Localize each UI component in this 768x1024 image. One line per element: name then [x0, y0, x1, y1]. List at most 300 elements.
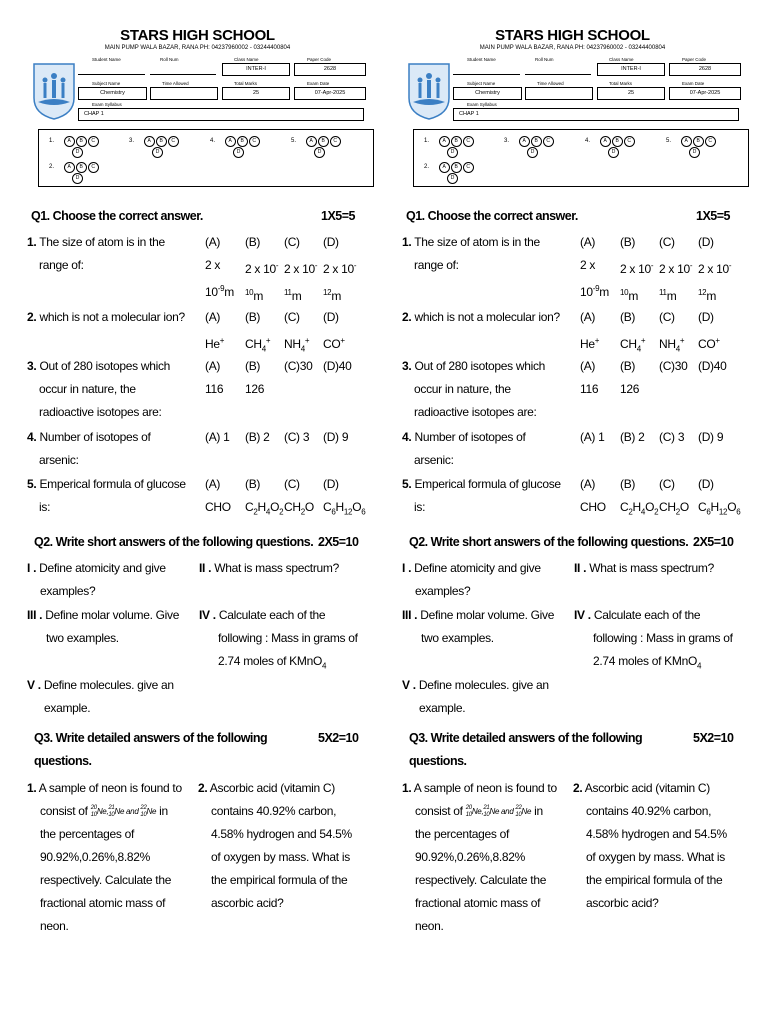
item-text: neon. — [415, 919, 444, 934]
q1-item-2 — [27, 306, 202, 329]
option-label: (D) — [323, 477, 339, 491]
item-text: 2.74 moles of KMnO — [218, 654, 322, 668]
item-number: 3. — [27, 359, 37, 373]
total-marks-field[interactable]: 25 — [597, 87, 665, 100]
q1-item-3 — [27, 355, 202, 424]
q1-item-3 — [402, 355, 577, 424]
option-text: - — [275, 261, 279, 270]
option-text: - — [353, 261, 357, 270]
bubble-row-3 — [129, 136, 180, 158]
bubble-a[interactable]: A — [519, 136, 530, 147]
option-text: - — [650, 261, 654, 270]
option-text: CH — [620, 337, 637, 351]
item-text: contains 40.92% carbon, — [211, 804, 337, 818]
option-label: (C) — [659, 477, 675, 491]
option-label: (B) — [245, 310, 261, 324]
q1-item-1 — [402, 231, 577, 277]
option-text: - — [689, 261, 693, 270]
bubble-d[interactable]: D — [152, 147, 163, 158]
q3-item-1 — [27, 777, 207, 938]
option-text: H — [632, 500, 641, 514]
option-text: C — [620, 500, 629, 514]
bubble-b[interactable]: B — [612, 136, 623, 147]
option-label: (A) — [580, 359, 596, 373]
option-text: CO — [698, 337, 716, 351]
subject-name-field[interactable]: Chemistry — [78, 87, 147, 100]
q1-4-option-a — [205, 426, 230, 449]
option-text: 10 — [620, 288, 629, 297]
bubble-number: 1. — [49, 138, 55, 144]
item-text: occur in nature, the — [414, 382, 511, 396]
bubble-d[interactable]: D — [72, 147, 83, 158]
class-name-field[interactable]: INTER-I — [597, 63, 665, 76]
option-text: 116 — [580, 382, 599, 396]
option-label: (C) — [659, 359, 675, 373]
option-text: + — [304, 336, 310, 345]
item-text: 4.58% hydrogen and 54.5% — [586, 827, 727, 841]
time-allowed-label: Time Allowed — [162, 81, 189, 86]
q1-5-option-d — [323, 473, 365, 523]
option-text: m — [628, 289, 639, 303]
class-name-field[interactable]: INTER-I — [222, 63, 290, 76]
item-text: of oxygen by mass. What is — [211, 850, 350, 864]
bubble-c[interactable]: C — [88, 136, 99, 147]
subject-name-field[interactable]: Chemistry — [453, 87, 522, 100]
item-text: Ascorbic acid (vitamin C) — [584, 781, 710, 795]
option-text: O — [270, 500, 280, 514]
option-text: C — [245, 500, 254, 514]
item-text: arsenic: — [414, 453, 454, 467]
option-text: + — [715, 336, 720, 345]
option-label: (B) — [245, 359, 261, 373]
option-label: (C) — [284, 235, 300, 249]
option-label: (D) — [323, 359, 339, 373]
q2-item-1 — [27, 557, 212, 603]
option-text: 12 — [323, 288, 332, 297]
bubble-c[interactable]: C — [463, 136, 474, 147]
total-marks-label: Total Marks — [234, 81, 258, 86]
item-text: which is not a molecular ion? — [414, 310, 560, 324]
time-allowed-field[interactable] — [525, 87, 593, 100]
item-text: ascorbic acid? — [211, 896, 284, 910]
bubble-c[interactable]: C — [330, 136, 341, 147]
item-number: III . — [402, 608, 418, 622]
q1-item-4 — [27, 426, 202, 472]
q1-1-option-a — [580, 231, 620, 304]
student-name-label: Student Name — [467, 57, 496, 62]
item-number: 5. — [27, 477, 37, 491]
option-text: 9 — [716, 430, 724, 444]
bubble-row-1 — [424, 136, 475, 158]
q1-3-option-b — [620, 355, 639, 401]
bubble-b[interactable]: B — [693, 136, 704, 147]
option-text: 2 x 10 — [698, 262, 729, 276]
item-text: the empirical formula of the — [211, 873, 348, 887]
bubble-row-2 — [424, 162, 475, 184]
option-text: 11 — [659, 288, 667, 297]
q1-5-option-a — [205, 473, 231, 519]
school-name: STARS HIGH SCHOOL — [495, 27, 650, 44]
bubble-c[interactable]: C — [463, 162, 474, 173]
bubble-d[interactable]: D — [233, 147, 244, 158]
roll-num-field[interactable] — [150, 63, 216, 75]
option-text: 3 — [302, 430, 310, 444]
total-marks-label: Total Marks — [609, 81, 633, 86]
option-label: (A) — [580, 430, 596, 444]
q1-1-option-d — [698, 231, 743, 308]
exam-date-label: Exam Date — [682, 81, 705, 86]
option-text: 12 — [698, 288, 707, 297]
item-text: Ascorbic acid (vitamin C) — [209, 781, 335, 795]
option-label: (A) — [205, 310, 221, 324]
q1-2-option-b — [245, 306, 270, 360]
q1-1-option-c — [659, 231, 699, 308]
bubble-d[interactable]: D — [608, 147, 619, 158]
bubble-row-4 — [210, 136, 261, 158]
q3-title-cont: questions. — [34, 754, 92, 768]
option-text: + — [679, 336, 685, 345]
item-number: 1. — [27, 781, 37, 795]
q1-3-option-a — [580, 355, 598, 401]
isotope-symbol: Ne and — [489, 807, 514, 817]
item-text: is: — [414, 500, 426, 514]
exam-syllabus-field[interactable]: CHAP 1 — [78, 108, 364, 121]
item-number: 2. — [198, 781, 208, 795]
option-text: 2 x 10 — [620, 262, 651, 276]
q1-marks: 1X5=5 — [321, 209, 355, 223]
option-text: 6 — [331, 507, 336, 517]
item-text: fractional atomic mass of — [415, 896, 541, 911]
q1-4-option-b — [620, 426, 645, 449]
option-label: (A) — [205, 359, 221, 373]
q1-1-option-c — [284, 231, 324, 308]
exam-date-label: Exam Date — [307, 81, 330, 86]
item-text: A sample of neon is found to — [38, 781, 182, 795]
item-text: Number of isotopes of — [39, 430, 151, 444]
isotope-symbol: Ne — [146, 807, 157, 817]
exam-date-field[interactable]: 07-Apr-2025 — [669, 87, 741, 100]
item-text: the percentages of — [415, 827, 510, 842]
option-text: + — [340, 336, 345, 345]
item-number: 2. — [573, 781, 583, 795]
option-text: 4 — [636, 344, 641, 354]
bubble-number: 2. — [424, 164, 430, 170]
bubble-a[interactable]: A — [225, 136, 236, 147]
q1-1-option-b — [620, 231, 660, 308]
q2-title: Q2. Write short answers of the following questions. — [34, 535, 314, 549]
isotope-mass: 20 — [465, 805, 472, 812]
bubble-b[interactable]: B — [531, 136, 542, 147]
isotope-number: 10 — [90, 812, 97, 819]
option-text: H — [257, 500, 266, 514]
exam-syllabus-field[interactable]: CHAP 1 — [453, 108, 739, 121]
item-text: Define molar volume. Give — [45, 608, 180, 622]
option-text: -9 — [592, 284, 600, 293]
option-text: C — [323, 500, 332, 514]
option-label: (D) — [323, 235, 339, 249]
paper-code-label: Paper Code — [307, 57, 332, 62]
item-text: radioactive isotopes are: — [39, 405, 162, 419]
bubble-a[interactable]: A — [439, 162, 450, 173]
option-text: m — [599, 285, 609, 299]
bubble-a[interactable]: A — [439, 136, 450, 147]
q1-marks: 1X5=5 — [696, 209, 730, 223]
q2-item-2 — [199, 557, 379, 580]
option-label: (C) — [284, 477, 300, 491]
option-text: 2 x — [580, 258, 596, 272]
item-text: contains 40.92% carbon, — [586, 804, 712, 818]
option-text: 116 — [205, 382, 224, 396]
option-text: H — [335, 500, 344, 514]
bubble-d[interactable]: D — [689, 147, 700, 158]
option-label: (A) — [580, 477, 596, 491]
bubble-row-1 — [49, 136, 100, 158]
bubble-c[interactable]: C — [705, 136, 716, 147]
q1-item-5 — [402, 473, 577, 519]
item-text: The size of atom is in the — [414, 235, 540, 249]
item-text: in — [534, 804, 543, 818]
option-text: 1 — [598, 430, 605, 444]
option-text: 126 — [245, 382, 265, 396]
item-text: ascorbic acid? — [586, 896, 659, 910]
bubble-d[interactable]: D — [527, 147, 538, 158]
bubble-b[interactable]: B — [451, 162, 462, 173]
q3-title: Q3. Write detailed answers of the following — [34, 731, 268, 745]
bubble-a[interactable]: A — [681, 136, 692, 147]
roll-num-field[interactable] — [525, 63, 591, 75]
option-text: 6 — [736, 507, 741, 517]
item-text: 4.58% hydrogen and 54.5% — [211, 827, 352, 841]
bubble-b[interactable]: B — [318, 136, 329, 147]
exam-paper-left — [10, 0, 385, 1024]
school-logo-icon — [32, 62, 76, 120]
bubble-d[interactable]: D — [72, 173, 83, 184]
bubble-b[interactable]: B — [76, 162, 87, 173]
item-number: 4. — [402, 430, 412, 444]
item-text: examples? — [415, 584, 471, 598]
q2-item-5 — [402, 674, 587, 720]
q1-item-5 — [27, 473, 202, 519]
isotope-mass: 20 — [90, 805, 97, 812]
bubble-c[interactable]: C — [543, 136, 554, 147]
bubble-b[interactable]: B — [76, 136, 87, 147]
q1-5-option-c — [284, 473, 314, 523]
item-text: the empirical formula of the — [586, 873, 723, 887]
option-text: 4 — [675, 344, 680, 354]
item-text: Calculate each of the — [218, 608, 326, 622]
q1-5-option-c — [659, 473, 689, 523]
item-text: 4 — [321, 661, 327, 671]
option-text: CH — [659, 500, 676, 514]
q1-3-option-c — [659, 355, 688, 378]
option-text: 4 — [300, 344, 305, 354]
item-text: consist of — [415, 804, 463, 818]
option-label: (D) — [698, 235, 714, 249]
option-text: + — [219, 336, 225, 345]
option-label: (A) — [205, 477, 221, 491]
item-text: range of: — [39, 258, 84, 272]
option-label: (D) — [323, 430, 339, 444]
bubble-a[interactable]: A — [600, 136, 611, 147]
item-text: What is mass spectrum? — [589, 561, 714, 575]
option-text: 6 — [361, 507, 366, 517]
bubble-c[interactable]: C — [624, 136, 635, 147]
q1-2-option-c — [284, 306, 309, 360]
item-text: 2.74 moles of KMnO — [593, 654, 697, 668]
item-text: 4 — [696, 661, 702, 671]
bubble-d[interactable]: D — [447, 147, 458, 158]
item-number: 1. — [402, 235, 412, 249]
bubble-d[interactable]: D — [447, 173, 458, 184]
item-text: Number of isotopes of — [414, 430, 526, 444]
item-number: V . — [27, 678, 41, 692]
option-text: 4 — [265, 507, 271, 517]
option-label: (B) — [620, 477, 636, 491]
isotope-mass: 22 — [140, 805, 147, 812]
paper-code-label: Paper Code — [682, 57, 707, 62]
item-text: Define molecules. give an — [43, 678, 174, 692]
option-label: (D) — [698, 310, 714, 324]
q2-item-3 — [402, 604, 587, 650]
option-text: CH — [284, 500, 301, 514]
option-text: 2 — [300, 507, 305, 517]
bubble-b[interactable]: B — [237, 136, 248, 147]
item-number: III . — [27, 608, 43, 622]
option-label: (B) — [620, 235, 636, 249]
option-text: + — [640, 336, 646, 345]
bubble-number: 4. — [210, 138, 216, 144]
item-text: What is mass spectrum? — [214, 561, 339, 575]
bubble-a[interactable]: A — [306, 136, 317, 147]
option-text: 40 — [338, 359, 352, 373]
q1-item-1 — [27, 231, 202, 277]
school-address: MAIN PUMP WALA BAZAR, RANA PH: 04237960002 - 03244400804 — [104, 45, 291, 51]
q1-5-option-a — [580, 473, 606, 519]
option-text: 2 — [654, 507, 659, 517]
option-text: 30 — [299, 359, 313, 373]
paper-code-field[interactable]: 2628 — [669, 63, 741, 76]
bubble-a[interactable]: A — [144, 136, 155, 147]
option-text: m — [666, 289, 677, 303]
isotope-number: 10 — [108, 812, 115, 819]
option-text: CHO — [580, 500, 606, 514]
item-text: Define atomicity and give — [414, 561, 541, 575]
q1-5-option-b — [245, 473, 283, 523]
isotope-number: 10 — [140, 812, 147, 819]
paper-code-field[interactable]: 2628 — [294, 63, 366, 76]
option-text: 2 x 10 — [659, 262, 690, 276]
option-label: (C) — [284, 310, 300, 324]
q3-marks: 5X2=10 — [318, 731, 359, 745]
bubble-b[interactable]: B — [451, 136, 462, 147]
item-text: arsenic: — [39, 453, 79, 467]
option-text: 126 — [620, 382, 640, 396]
q1-2-option-d — [698, 306, 720, 356]
item-text: Define molecules. give an — [418, 678, 549, 692]
item-number: 5. — [402, 477, 412, 491]
option-label: (C) — [659, 430, 675, 444]
option-text: O — [352, 500, 362, 514]
option-text: 2 — [263, 430, 270, 444]
school-name: STARS HIGH SCHOOL — [120, 27, 275, 44]
isotope-mass: 21 — [108, 805, 115, 812]
q1-4-option-c — [659, 426, 684, 449]
isotope-symbol: Ne, — [471, 807, 484, 817]
item-number: 1. — [402, 781, 412, 795]
bubble-c[interactable]: C — [249, 136, 260, 147]
q3-title-cont: questions. — [409, 754, 467, 768]
item-number: I . — [402, 561, 412, 575]
item-text: consist of — [40, 804, 88, 818]
option-text: CO — [323, 337, 341, 351]
bubble-c[interactable]: C — [88, 162, 99, 173]
bubble-a[interactable]: A — [64, 136, 75, 147]
bubble-b[interactable]: B — [156, 136, 167, 147]
option-text: O — [304, 500, 314, 514]
isotope-mass: 22 — [515, 805, 522, 812]
item-text: 90.92%,0.26%,8.82% — [415, 850, 526, 865]
bubble-d[interactable]: D — [314, 147, 325, 158]
q1-item-4 — [402, 426, 577, 472]
bubble-c[interactable]: C — [168, 136, 179, 147]
option-text: 11 — [284, 288, 292, 297]
option-label: (B) — [245, 477, 261, 491]
time-allowed-label: Time Allowed — [537, 81, 564, 86]
item-text: Emperical formula of glucose — [39, 477, 186, 491]
isotope-number: 10 — [483, 812, 490, 819]
item-text: neon. — [40, 919, 69, 934]
q1-2-option-b — [620, 306, 645, 360]
exam-date-field[interactable]: 07-Apr-2025 — [294, 87, 366, 100]
student-name-field[interactable] — [453, 63, 520, 75]
student-name-label: Student Name — [92, 57, 121, 62]
option-text: 9 — [341, 430, 349, 444]
time-allowed-field[interactable] — [150, 87, 218, 100]
q2-title: Q2. Write short answers of the following questions. — [409, 535, 689, 549]
option-text: He — [205, 337, 220, 351]
option-text: 10 — [580, 285, 593, 299]
isotope-notation — [466, 800, 531, 823]
q1-2-option-a — [580, 306, 599, 356]
item-text: is: — [39, 500, 51, 514]
option-text: - — [728, 261, 732, 270]
item-text: Out of 280 isotopes which — [414, 359, 546, 373]
student-name-field[interactable] — [78, 63, 145, 75]
option-label: (D) — [698, 477, 714, 491]
item-text: two examples. — [46, 631, 119, 645]
item-number: 2. — [27, 310, 37, 324]
q1-4-option-d — [698, 426, 723, 449]
item-text: in — [159, 804, 168, 818]
option-text: 2 — [253, 507, 258, 517]
q1-3-option-d — [698, 355, 727, 378]
q1-title: Q1. Choose the correct answer. — [406, 209, 578, 223]
q1-2-option-a — [205, 306, 224, 356]
q2-item-1 — [402, 557, 587, 603]
class-name-label: Class Name — [234, 57, 259, 62]
total-marks-field[interactable]: 25 — [222, 87, 290, 100]
option-text: 2 — [628, 507, 633, 517]
item-text: examples? — [40, 584, 96, 598]
school-logo-icon — [407, 62, 451, 120]
bubble-a[interactable]: A — [64, 162, 75, 173]
option-text: CHO — [205, 500, 231, 514]
option-text: m — [291, 289, 302, 303]
option-text: + — [594, 336, 600, 345]
option-text: 2 — [279, 507, 284, 517]
isotope-symbol: Ne and — [114, 807, 139, 817]
roll-num-label: Roll Num — [535, 57, 554, 62]
